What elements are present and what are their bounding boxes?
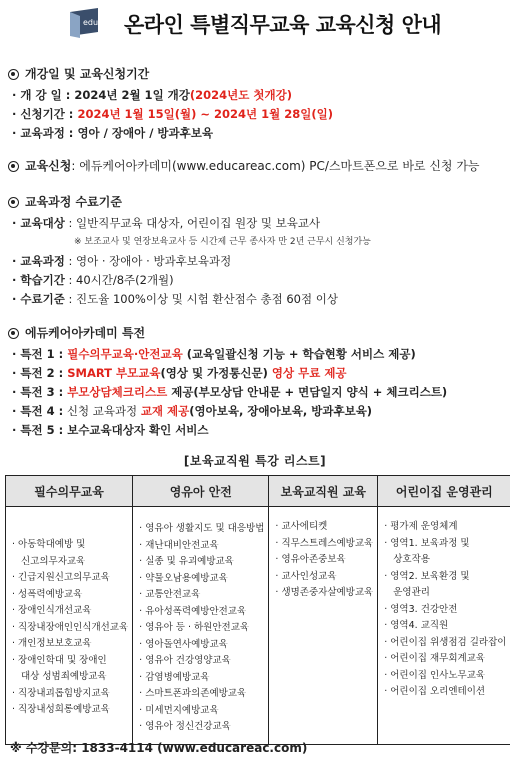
list-item: · 교사에티켓 xyxy=(275,521,328,532)
period-line: · 학습기간 : 40시간/8주(2개월) xyxy=(12,273,174,287)
title-bar xyxy=(68,6,488,42)
list-item: · 미세먼지예방교육 xyxy=(139,704,219,716)
list-item: · 평가제 운영체계 xyxy=(384,521,458,532)
list-item: · 영역3. 건강안전 xyxy=(384,603,458,615)
list-item: 신고의무자교육 xyxy=(21,555,86,567)
benefit-item: · 특전 3 : 부모상담체크리스트 제공(부모상담 안내문 + 면담일지 양식 + 체크리스트) xyxy=(12,385,448,399)
list-item: · 실종 및 유괴예방교육 xyxy=(139,556,234,567)
list-item: · 어린이집 오리엔테이션 xyxy=(384,686,486,697)
list-item: · 장애인식개선교육 xyxy=(12,605,92,616)
completion-line: · 수료기준 : 진도율 100%이상 및 시험 환산점수 총점 60점 이상 xyxy=(12,292,338,306)
section-benefits xyxy=(8,324,447,440)
column-operation xyxy=(378,507,510,745)
list-item: · 영유아 건강영양교육 xyxy=(139,655,231,666)
list-item: · 어린이집 인사노무교육 xyxy=(384,669,486,681)
circle-bullet-icon xyxy=(8,328,19,339)
list-title: [보육교직원 특강 리스트] xyxy=(183,454,327,468)
list-item: · 직장내괴롭힘방지교육 xyxy=(12,687,110,699)
list-item: · 긴급지원신고의무교육 xyxy=(12,572,110,583)
apply-label: 교육신청 xyxy=(25,159,72,173)
apply-text: : 에듀케어아카데미(www.educareac.com) PC/스마트폰으로 바로 신청 가능 xyxy=(71,159,480,173)
circle-bullet-icon xyxy=(8,69,19,80)
list-item: · 직장내장애인인식개선교육 xyxy=(12,621,129,633)
list-item: · 아동학대예방 및 xyxy=(12,539,86,550)
svg-text:edu: edu xyxy=(83,18,99,27)
edu-logo-icon xyxy=(68,8,100,38)
list-item: · 어린이집 재무회계교육 xyxy=(384,653,486,664)
column-staff-education xyxy=(269,507,378,745)
section-heading: 개강일 및 교육신청기간 xyxy=(25,67,150,81)
column-header: 영유아 안전 xyxy=(133,476,269,507)
list-item: · 영역1. 보육과정 및 xyxy=(384,537,470,549)
list-item: · 영역2. 보육환경 및 xyxy=(384,570,470,582)
list-item: · 어린이집 위생점검 길라잡이 xyxy=(384,636,507,648)
section-heading: 교육과정 수료기준 xyxy=(25,195,122,209)
apply-period-line: · 신청기간 : 2024년 1월 15일(월) ~ 2024년 1월 28일(일) xyxy=(12,107,334,121)
list-item: · 영유아존중보육 xyxy=(275,554,346,565)
column-header: 보육교직원 교육 xyxy=(269,476,378,507)
lecture-table xyxy=(5,475,510,745)
start-date-line: · 개 강 일 : 2024년 2월 1일 개강(2024년도 첫개강) xyxy=(12,88,292,102)
benefit-item: · 특전 2 : SMART 부모교육(영상 및 가정통신문) 영상 무료 제공 xyxy=(12,366,347,380)
list-item: · 약물오남용예방교육 xyxy=(139,572,228,584)
list-item: · 감염병예방교육 xyxy=(139,671,210,683)
list-item: · 스마트폰과의존예방교육 xyxy=(139,688,247,699)
table-header-row xyxy=(6,476,510,507)
column-header: 필수의무교육 xyxy=(6,476,133,507)
list-item: · 영역4. 교직원 xyxy=(384,620,449,631)
list-item: · 재난대비안전교육 xyxy=(139,539,219,551)
list-item: · 영유아 생활지도 및 대응방법 xyxy=(139,523,265,534)
list-item: · 생명존중자살예방교육 xyxy=(275,587,374,598)
target-line: · 교육대상 : 일반직무교육 대상자, 어린이집 원장 및 보육교사 xyxy=(12,216,321,230)
list-item: · 직장내성희롱예방교육 xyxy=(12,704,110,715)
benefit-item: · 특전 4 : 신청 교육과정 교재 제공(영아보육, 장애아보육, 방과후보육) xyxy=(12,404,373,418)
section-schedule xyxy=(8,65,333,143)
target-note: ※ 보조교사 및 연장보육교사 등 시간제 근무 종사자 만 2년 근무시 신청가능 xyxy=(74,237,371,247)
column-mandatory xyxy=(6,507,133,745)
table-row xyxy=(6,507,510,745)
list-item: · 교통안전교육 xyxy=(139,589,201,600)
column-header: 어린이집 운영관리 xyxy=(378,476,510,507)
benefit-item: · 특전 1 : 필수의무교육·안전교육 (교육일괄신청 기능 + 학습현황 서비스 제공) xyxy=(12,347,416,361)
course-line: · 교육과정 : 영아 · 장애아 · 방과후보육과정 xyxy=(12,254,232,268)
list-item: · 영아돌연사예방교육 xyxy=(139,638,228,650)
section-heading: 에듀케어아카데미 특전 xyxy=(25,326,146,340)
column-child-safety xyxy=(133,507,269,745)
circle-bullet-icon xyxy=(8,197,19,208)
list-item: · 교사인성교육 xyxy=(275,570,337,582)
list-item: 대상 성범죄예방교육 xyxy=(21,671,107,682)
list-item: · 직무스트레스예방교육 xyxy=(275,537,374,549)
list-item: · 유아성폭력예방안전교육 xyxy=(139,605,247,617)
section-apply xyxy=(8,157,480,178)
list-item: 상호작용 xyxy=(393,554,430,565)
list-item: · 개인정보보호교육 xyxy=(12,638,92,649)
page-title: 온라인 특별직무교육 교육신청 안내 xyxy=(124,13,442,37)
contact-footer: ※ 수강문의: 1833-4114 (www.educareac.com) xyxy=(10,741,308,755)
list-item: · 영유아 등 · 하원안전교육 xyxy=(139,622,250,633)
list-item: 운영관리 xyxy=(393,587,430,598)
list-item: · 영유아 정신건강교육 xyxy=(139,721,231,732)
course-line: · 교육과정 : 영아 / 장애아 / 방과후보육 xyxy=(12,126,213,140)
circle-bullet-icon xyxy=(8,161,19,172)
section-criteria xyxy=(8,193,371,309)
list-item: · 성폭력예방교육 xyxy=(12,588,83,600)
benefit-item: · 특전 5 : 보수교육대상자 확인 서비스 xyxy=(12,423,209,437)
list-item: · 장애인학대 및 장애인 xyxy=(12,654,107,666)
